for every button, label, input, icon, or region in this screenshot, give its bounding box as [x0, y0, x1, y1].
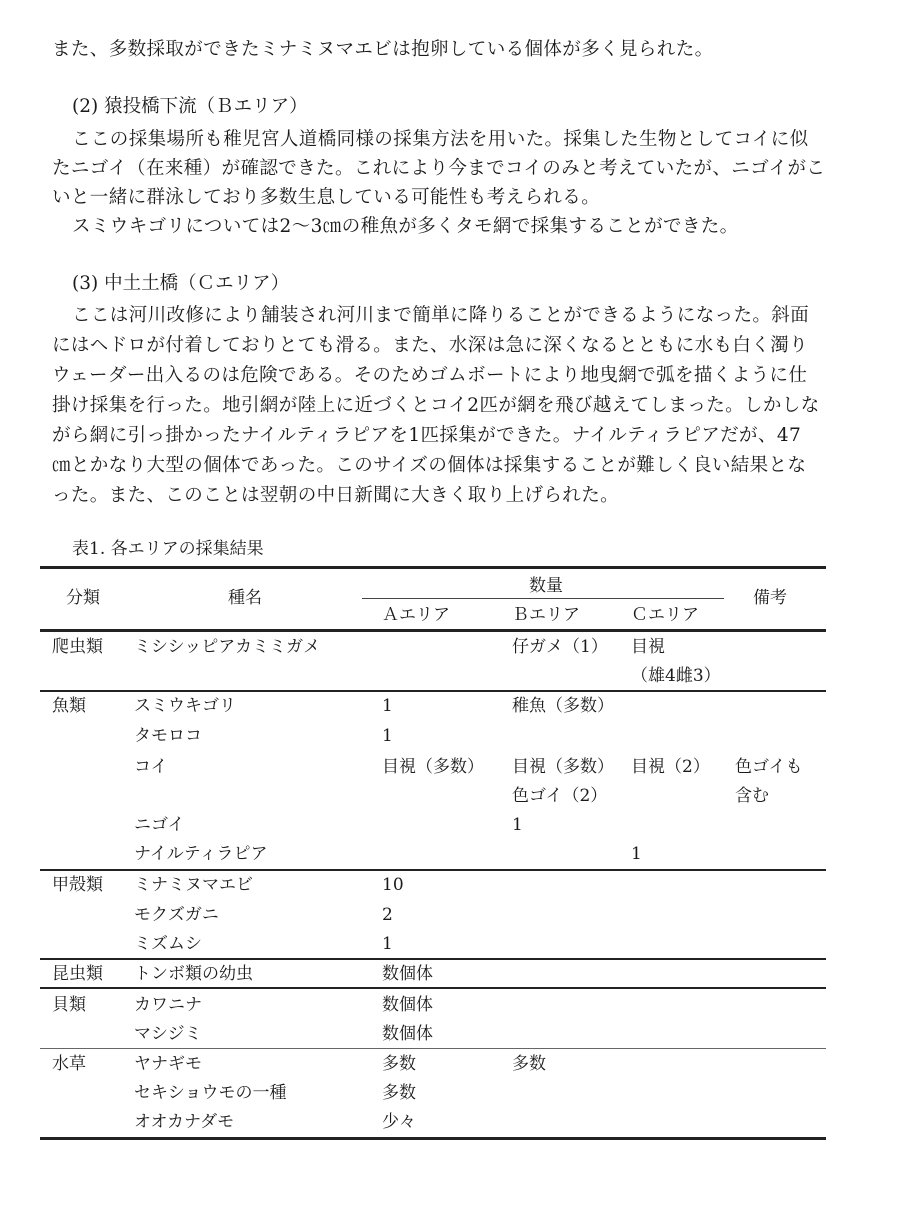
section3-line-6: ㎝とかなり大型の個体であった。このサイズの個体は採集することが難しく良い結果とな	[52, 455, 807, 476]
row-species: ニゴイ	[134, 815, 185, 835]
row-species: カワニナ	[134, 995, 202, 1015]
section3-line-3: ウェーダー出入るのは危険である。そのためゴムボートにより地曳網で弧を描くように仕	[52, 365, 808, 386]
section2-heading: (2) 猿投橋下流（Ｂエリア）	[72, 96, 308, 117]
row-area-c-note: （雄4雌3）	[631, 666, 721, 686]
row-area-b: 目視（多数）	[512, 757, 614, 777]
row-area-a: 1	[382, 934, 393, 954]
row-species: タモロコ	[134, 726, 202, 746]
row-area-a: 2	[382, 905, 393, 925]
row-category: 爬虫類	[52, 637, 103, 657]
group-rule-fish	[40, 869, 826, 871]
row-category: 魚類	[52, 696, 86, 716]
row-area-b-note: 色ゴイ（2）	[512, 786, 608, 806]
row-species: コイ	[134, 757, 168, 777]
row-species: ミズムシ	[134, 934, 202, 954]
table-top-rule	[40, 566, 826, 569]
row-area-a: 10	[382, 875, 404, 895]
row-species: ミナミヌマエビ	[134, 875, 253, 895]
row-species: セキショウモの一種	[134, 1083, 287, 1103]
row-species: ナイルティラピア	[134, 844, 268, 864]
row-area-a: 数個体	[382, 995, 433, 1015]
row-species: トンボ類の幼虫	[134, 964, 253, 984]
row-area-a: 数個体	[382, 1024, 433, 1044]
row-category: 水草	[52, 1054, 86, 1074]
row-species: モクズガニ	[134, 905, 219, 925]
header-bottom-rule	[40, 629, 826, 632]
row-area-a: 多数	[382, 1054, 416, 1074]
group-rule-insects	[40, 987, 826, 989]
section3-line-5: がら網に引っ掛かったナイルティラピアを1匹採集ができた。ナイルティラピアだが、47	[52, 425, 802, 446]
header-category: 分類	[66, 588, 100, 608]
row-area-a: 多数	[382, 1083, 416, 1103]
row-area-c: 1	[631, 844, 642, 864]
row-category: 貝類	[52, 995, 86, 1015]
row-area-a: 1	[382, 726, 393, 746]
row-species: スミウキゴリ	[134, 696, 236, 716]
row-species: ミシシッピアカミミガメ	[134, 637, 321, 657]
intro-line: また、多数採取ができたミナミヌマエビは抱卵している個体が多く見られた。	[52, 39, 714, 60]
row-area-a: 1	[382, 696, 393, 716]
section2-line-3: いと一緒に群泳しており多数生息している可能性も考えられる。	[52, 187, 601, 208]
section3-line-2: にはヘドロが付着しておりとても滑る。また、水深は急に深くなるとともに水も白く濁り	[52, 335, 809, 356]
quantity-sub-rule	[362, 598, 724, 599]
section3-line-4: 掛け採集を行った。地引網が陸上に近づくとコイ2匹が網を飛び越えてしまった。しかしな	[52, 395, 820, 416]
row-area-a: 少々	[382, 1112, 416, 1132]
row-area-b: 稚魚（多数）	[512, 696, 614, 716]
section2-line-1: ここの採集場所も稚児宮人道橋同様の採集方法を用いた。採集した生物としてコイに似	[72, 129, 809, 150]
group-rule-shellfish	[40, 1048, 826, 1049]
header-area-a: Ａエリア	[382, 605, 450, 625]
row-remarks-cont: 含む	[735, 786, 769, 806]
header-remarks: 備考	[753, 588, 787, 608]
row-area-b: 多数	[512, 1054, 546, 1074]
header-area-b: Ｂエリア	[512, 605, 580, 625]
row-area-a: 数個体	[382, 964, 433, 984]
row-category: 甲殻類	[52, 875, 103, 895]
section2-line-4: スミウキゴリについては2～3㎝の稚魚が多くタモ網で採集することができた。	[72, 216, 739, 237]
row-area-c: 目視（2）	[631, 757, 710, 777]
table-caption: 表1. 各エリアの採集結果	[72, 539, 264, 559]
group-rule-crustaceans	[40, 958, 826, 960]
header-quantity: 数量	[529, 576, 563, 596]
header-area-c: Ｃエリア	[631, 605, 699, 625]
group-rule-reptiles	[40, 690, 826, 692]
section3-line-7: った。また、このことは翌朝の中日新聞に大きく取り上げられた。	[52, 485, 620, 506]
header-species: 種名	[228, 588, 262, 608]
row-remarks: 色ゴイも	[735, 757, 803, 777]
section2-line-2: たニゴイ（在来種）が確認できた。これにより今までコイのみと考えていたが、ニゴイがこ	[52, 158, 826, 179]
row-area-b: 仔ガメ（1）	[512, 637, 608, 657]
row-species: マシジミ	[134, 1024, 202, 1044]
row-area-b: 1	[512, 815, 523, 835]
section3-heading: (3) 中土土橋（Ｃエリア）	[72, 273, 290, 294]
section3-line-1: ここは河川改修により舗装され河川まで簡単に降りることができるようになった。斜面	[72, 305, 810, 326]
row-area-a: 目視（多数）	[382, 757, 484, 777]
row-area-c: 目視	[631, 637, 665, 657]
table-bottom-rule	[40, 1137, 826, 1140]
row-species: ヤナギモ	[134, 1054, 202, 1074]
row-category: 昆虫類	[52, 964, 103, 984]
row-species: オオカナダモ	[134, 1112, 235, 1132]
